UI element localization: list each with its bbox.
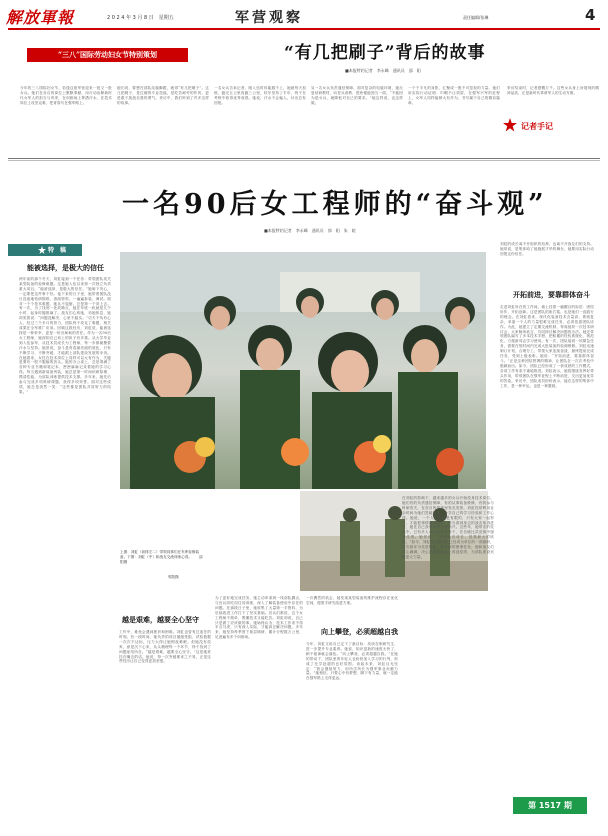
article-body: 为了更好地完成任务，她主动申请到一线部队蹲点，与官兵同吃同住同训练，深入了解装备使用中存在的问题。在那段日子里，她收集了大量第一手资料，为后续改进工作打下了坚实基础。官兵们都说，这个女工程师不简单，既懂技术又能吃苦。刘虹却说，自己只是做了应该做的事。她始终认为，技术工作来不得半点马虎，只有深入实际，才能真正解决问题。多年来，她坚持每季度下基层调研，累计行程数万公里，足迹遍布多个训练场。 xyxy=(215,596,303,640)
star-icon xyxy=(38,246,46,254)
commentary-label: 记者手记 xyxy=(521,121,553,131)
ribbon-label: 特 稿 xyxy=(48,247,67,254)
subheading: 开拓前进，要靠群体奋斗 xyxy=(513,290,590,299)
feature-ribbon xyxy=(8,244,82,256)
team-photo xyxy=(120,252,486,489)
article-body: 另一名女兵负责通信保障，面对复杂的电磁环境，她反复钻研教材，向老兵请教，很快便能独当一面。“不能因为是女兵，就降低对自己的要求。”她这样说，也这样做。 xyxy=(311,86,403,105)
page-number: 4 xyxy=(585,6,596,24)
masthead xyxy=(0,0,608,27)
subheading: 向上攀登，必须超越自我 xyxy=(321,627,398,636)
article-body: 一名女兵告诉记者，刚入伍时体能跟不上，她就每天加练，跑完五公里再跑三公里，咬牙坚持了半年，终于在考核中取得优秀成绩。她说，汗水不会骗人，付出总有回报。 xyxy=(214,86,306,105)
issue-badge: 第 1517 期 xyxy=(513,797,587,814)
feature-banner: “三八”国际劳动妇女节特别策划 xyxy=(27,48,188,62)
photo-credit: 郭阳摄 xyxy=(168,575,179,579)
photo-caption: 上图：刘虹（前排左二）带领同事们在车库检修装备。下图：刘虹（中）和战友交流训练心得。 邵阳摄 xyxy=(120,550,203,564)
article-body: 今年的三八国际妇女节，恰逢这座军营迎来一批又一批女兵。她们在各自的岗位上默默奉献，用行动诠释新时代女军人的担当与风采，在训练场上挥洒汗水，在技术岗位上攻坚克难，把青春写在强军路上。 xyxy=(20,86,112,105)
main-byline: ■本报特约记者 李永峰 通讯员 郭 阳 朱 皖 xyxy=(264,228,356,233)
article-body: 走进刘虹所在的工作间，墙上挂着一幅醒目的标语：团结协作，开拓创新。这是团队的座右铭，也是她们一直践行的理念。在刘虹看来，现代化装备技术含量高、系统复杂，单靠一个人的力量很难完成任务，必须依靠团队协作。为此，她建立了定期交流机制，每周组织一次技术研讨会，大家畅所欲言，共同探讨解决问题的办法。她还带领团队编写了多本技术手册，把积累的经验系统化、规范化，方便新同志学习使用。有一次，团队接到一项紧急任务，需要在短时间内完成大批装备的检测维修。刘虹迅速制订计划，合理分工，带领大家连续奋战，最终提前完成任务，受到上级表彰。她说：“开拓前进，要靠群体奋斗。”正是这种团结拼搏的精神，让团队在一次次考验中脱颖而出。如今，团队已经形成了一套成熟的工作模式，各项工作有条不紊地推进。刘虹表示，她将继续发挥好带头作用，带领团队在强军征程上不断前进，交出更加优异的答卷。采访中，团队成员纷纷表示，能在这样的集体中工作，是一种幸运，也是一种激励。 xyxy=(500,305,594,388)
article-body: 在刘虹的影响下，越来越多的女兵开始投身技术岗位。她们有的负责通信保障，有的从事装备维修，有的参与科研攻关，在各自的领域里发光发热。刘虹经常利用业余时间为她们答疑解惑，分享自己的学习经验和工作心得。她说，一个人的力量是有限的，只有大家一起努力，才能把事情做得更好。每当看到身边的战友取得进步，她比自己获得荣誉还要高兴。这些年，她带出的徒弟中，已有多人成长为技术骨干，在各级比武竞赛中屡获佳绩。她常说：“看到她们成长，是我最大的欣慰。”如今，刘虹所在的团队已经成为单位的一面旗帜，多次被评为先进集体。面对新的使命任务，她和战友们信心满满，决心在新的起点上再创佳绩，为部队建设贡献更大力量。 xyxy=(402,496,494,559)
subheading: 越是艰难，越要全心坚守 xyxy=(122,615,199,624)
newspaper-logo: 解放軍報 xyxy=(6,8,75,27)
subheading: 能被选择，是极大的信任 xyxy=(27,263,104,272)
main-headline: 一名90后女工程师的“奋斗观” xyxy=(122,189,548,220)
masthead-rule xyxy=(8,28,600,30)
section-title: 军营观察 xyxy=(235,10,303,26)
article-body: 一个个平凡的身影，汇聚成一股不可忽视的力量。她们用实际行动证明：巾帼不让须眉，在强军兴军的征程上，女军人同样能够大有作为，书写属于自己的精彩篇章。 xyxy=(408,86,500,105)
top-story-headline: “有几把刷子”背后的故事 xyxy=(284,43,486,63)
article-body: 刘虹的成长离不开组织的培养，也离不开战友们的支持。她常说，是集体给了她施展才华的舞台，她要用实际行动回报这份信任。 xyxy=(500,242,594,256)
article-body: 她们说，要想在部队站稳脚跟，就得“有几把刷子”。这几把刷子，是过硬的专业技能，是吃苦耐劳的作风，更是敢于挑战自我的勇气。采访中，我们听到了许多这样的故事。 xyxy=(117,86,209,105)
star-icon xyxy=(503,118,517,132)
section-divider xyxy=(8,158,600,159)
article-body: 一次偶然的机会，她发现某型装备的维护流程存在优化空间，便着手研究改进方案。 xyxy=(306,596,398,605)
editor-credit: 责任编辑/张琳 xyxy=(463,15,489,20)
article-body: 两年前的那个冬天，刘虹接到一个任务：带领团队攻关某型装备的检修难题。这是她入伍以来第一次独立负责重大项目。“能被选择，是极大的信任。”她暗下决心，一定要把这件事干好。接下来的日子里，她带着团队没日没夜地钻研图纸、查阅资料，一遍遍拆装、调试。面对一个个技术难题，她从不退缩，总是第一个冲上去。有一次，为了找到一处故障点，她在车底一趴就是几个小时，起身时腿都麻了。战友们心疼她，劝她休息，她却笑着说：“问题没解决，心里不踏实。”功夫不负有心人，经过三个多月的努力，团队终于攻克了难题，相关成果在全军推广应用。回顾这段经历，刘虹说，能被选择是一种荣幸，更是一份沉甸甸的责任。作为一名90后女工程师，她深知自己肩上的担子有多重。从大学毕业到入伍参军，从技术员成长为工程师，每一步都凝聚着汗水与坚持。她常说，奋斗是青春最亮丽的底色，只有不断学习、不断突破，才能跟上部队建设发展的步伐。在她看来，女性在技术岗位上同样可以大有作为，关键是要有一股不服输的劲头。她的办公桌上，总是堆满了各种专业书籍和笔记本，密密麻麻记录着她的学习心得。每当遇到新装备列装，她总是第一时间钻研原理、摸清性能，为部队训练提供技术支撑。多年来，她先后参与完成多项科研课题，获得多项荣誉。面对这些成绩，她总是淡然一笑：“这些都是团队共同努力的结果。” xyxy=(19,277,111,394)
top-story-byline: ■本报特约记者 李永峰 通讯员 邵 阳 xyxy=(345,68,421,73)
article-body: 今年，刘虹又给自己定下了新目标：攻读在职研究生，进一步提升专业素养。她说，知识更新的速度太快了，稍不留神就会落伍。“向上攀登，必须超越自我。”在她的带动下，团队里的年轻人也纷纷加入学习的行列，形成了比学赶超的良好氛围。谈起未来，刘虹目光坚定：“我会继续努力，用所学所长为强军事业贡献力量。”她相信，只要心中有梦想、脚下有力量，就一定能在强军路上走得更远。 xyxy=(306,642,398,681)
article-body: 工作中，难免会遇到挫折和困难。刘虹也曾有过迷茫的时刻。有一段时间，她负责的项目屡屡受阻，试验数据一次次不达标，压力大得让她彻夜难眠。但她没有放弃，而是沉下心来，从头梳理每一个环节，终于找到了问题症结所在。“越是艰难，越要全心坚守。”这是她常挂在嘴边的话。她说，每一次突破都来之不易，正是这些经历让自己变得更加坚强。 xyxy=(119,630,211,664)
article-body: 采访结束时，记者感慨万千。这些女兵身上所展现的精神品质，正是新时代革命军人的生动写照。 xyxy=(507,86,599,95)
section-divider xyxy=(8,160,600,161)
issue-date: 2 0 2 4 年 3 月 8 日 星期五 xyxy=(107,15,174,21)
